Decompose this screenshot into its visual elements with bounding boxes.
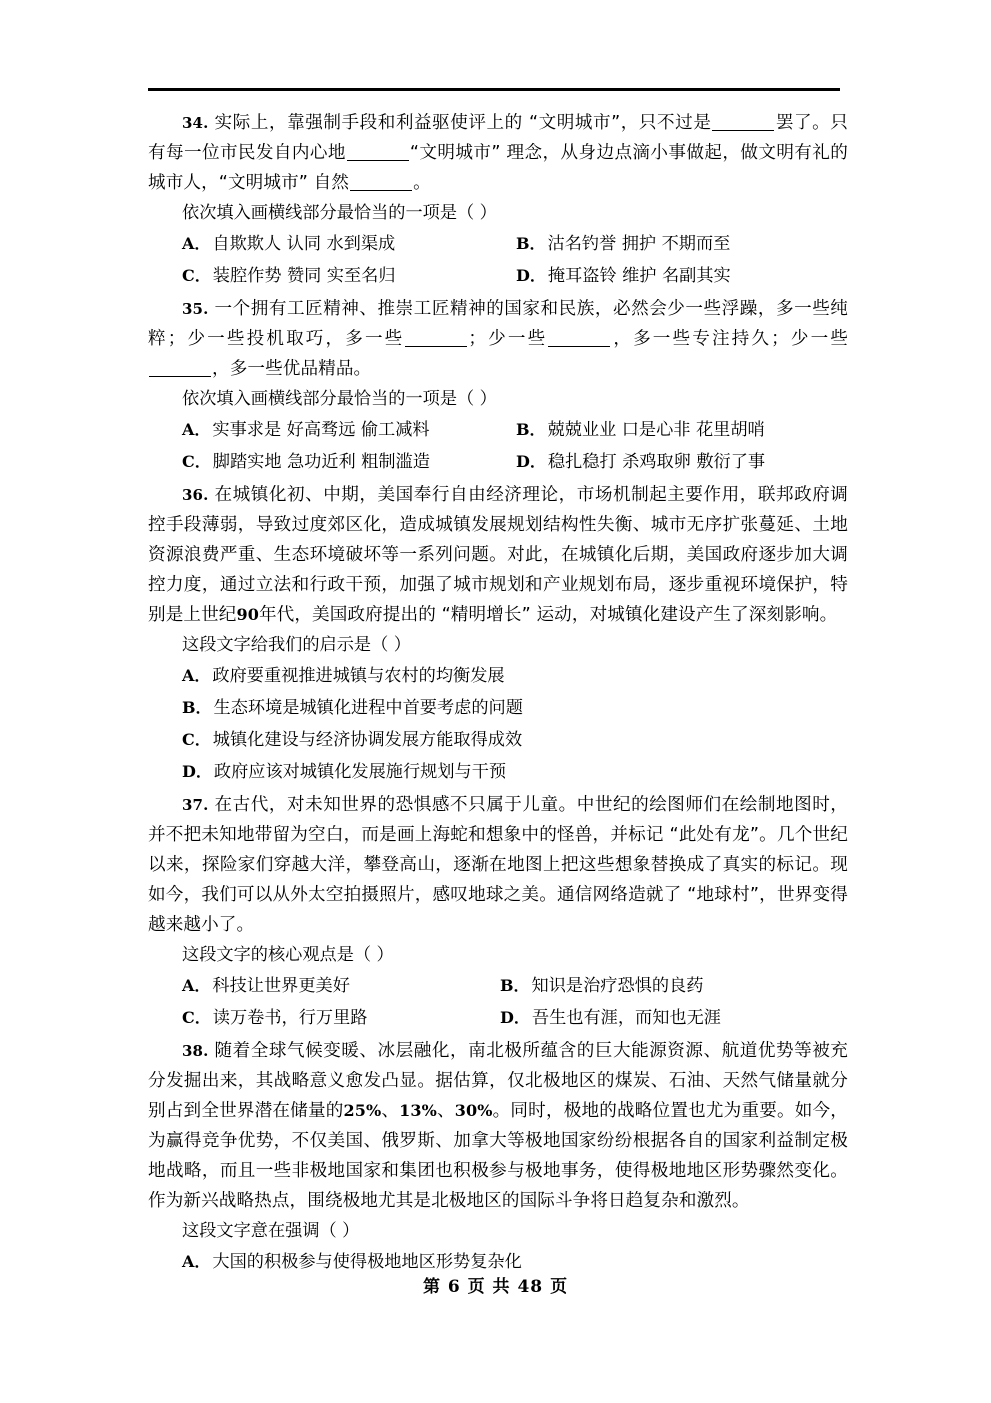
option-letter-B: B． <box>500 976 530 995</box>
option-letter-D: D． <box>516 452 546 471</box>
question-36-option-D[interactable] <box>148 756 848 788</box>
question-38-text-a: 随着全球气候变暖、冰层融化，南北极所蕴含的巨大能源资源、航道优势等被充分发掘出来，其战略意义愈发凸显。据估算，仅北极地区的煤炭、石油、天然气储量就分别占到全世界潜在储量的 <box>148 1041 848 1121</box>
question-35-option-row-2 <box>148 446 848 478</box>
question-34-blank-3 <box>350 190 412 191</box>
option-letter-A: A． <box>182 666 211 685</box>
question-36-prompt: 这段文字给我们的启示是（ ） <box>182 635 411 655</box>
option-text-C: 装腔作势 赞同 实至名归 <box>212 266 396 286</box>
question-34-option-row-2 <box>148 260 848 292</box>
footer-total-pages: 48 <box>517 1277 544 1297</box>
question-34-option-B[interactable] <box>516 228 730 260</box>
option-text-C: 城镇化建设与经济协调发展方能取得成效 <box>212 730 523 750</box>
question-37 <box>148 790 848 1034</box>
option-text-D: 稳扎稳打 杀鸡取卵 敷衍了事 <box>547 452 766 472</box>
question-34-blank-1 <box>712 130 774 131</box>
option-letter-D: D． <box>182 762 212 781</box>
question-36-options <box>148 660 848 788</box>
question-34-text-4: 。 <box>413 173 431 193</box>
option-letter-C: C． <box>182 1008 211 1027</box>
question-37-option-row-2 <box>148 1002 848 1034</box>
question-37-body <box>148 790 848 940</box>
option-text-A: 大国的积极参与使得极地地区形势复杂化 <box>212 1252 522 1272</box>
question-36-text-b: 年代，美国政府提出的 “精明增长” 运动，对城镇化建设产生了深刻影响。 <box>258 605 838 625</box>
question-38-sep-1: 、 <box>381 1101 400 1121</box>
question-36-text-a: 在城镇化初、中期，美国奉行自由经济理论，市场机制起主要作用，联邦政府调控手段薄弱，导致过度郊区化，造成城镇发展规划结构性失衡、城市无序扩张蔓延、土地资源浪费严重、生态环境破坏等一系列问题。对此，在城镇化后期，美国政府逐步加大调控力度，通过立法和行政干预，加强了城市规划和产业规划布局，逐步重视环境保护，特别是上世纪 <box>148 485 848 625</box>
question-37-option-A[interactable] <box>182 970 500 1002</box>
question-34-blank-2 <box>347 160 409 161</box>
option-text-B: 知识是治疗恐惧的良药 <box>531 976 704 996</box>
question-34-option-A[interactable] <box>182 228 516 260</box>
question-35-blank-3 <box>149 376 211 377</box>
footer-suffix: 页 <box>550 1277 569 1297</box>
option-text-C: 脚踏实地 急功近利 粗制滥造 <box>212 452 430 472</box>
question-35 <box>148 294 848 478</box>
question-35-options <box>148 414 848 478</box>
question-38-text-b: 。同时，极地的战略位置也尤为重要。如今，为赢得竞争优势，不仅美国、俄罗斯、加拿大等极地国家纷纷根据各自的国家利益制定极地战略，而且一些非极地国家和集团也积极参与极地事务，使得极地地区形势骤然变化。作为新兴战略热点，围绕极地尤其是北极地区的国际斗争将日趋复杂和激烈。 <box>148 1101 848 1211</box>
question-35-blank-1 <box>405 346 467 347</box>
question-35-option-B[interactable] <box>516 414 765 446</box>
question-34-prompt: 依次填入画横线部分最恰当的一项是（ ） <box>182 203 497 223</box>
question-34-body <box>148 108 848 198</box>
footer-prefix: 第 <box>422 1277 441 1297</box>
question-35-option-A[interactable] <box>182 414 516 446</box>
question-34-text-3: “文明城市” 理念，从身边点滴小事做起，做文明有礼的城市人，“文明城市” 自然 <box>148 143 848 193</box>
option-letter-A: A． <box>182 1252 211 1271</box>
option-text-A: 实事求是 好高骛远 偷工减料 <box>212 420 430 440</box>
question-34-option-row-1 <box>148 228 848 260</box>
question-35-option-D[interactable] <box>516 446 765 478</box>
option-letter-B: B． <box>516 234 546 253</box>
question-38-body <box>148 1036 848 1216</box>
question-37-prompt: 这段文字的核心观点是（ ） <box>182 945 394 965</box>
page-footer <box>0 1272 991 1297</box>
question-36-option-C[interactable] <box>148 724 848 756</box>
question-35-body <box>148 294 848 384</box>
question-38-pct-oil: 13% <box>399 1101 437 1120</box>
option-letter-A: A． <box>182 234 211 253</box>
option-text-B: 兢兢业业 口是心非 花里胡哨 <box>547 420 765 440</box>
question-36-option-A[interactable] <box>148 660 848 692</box>
footer-middle: 页 共 <box>467 1277 511 1297</box>
option-text-A: 科技让世界更美好 <box>212 976 350 996</box>
option-letter-D: D． <box>516 266 546 285</box>
question-36 <box>148 480 848 788</box>
footer-page-number: 6 <box>447 1277 461 1297</box>
question-35-text-3: ，多一些专注持久；少一些 <box>611 329 848 349</box>
question-34-option-C[interactable] <box>182 260 516 292</box>
option-letter-A: A． <box>182 420 211 439</box>
question-36-number: 36. <box>182 486 209 504</box>
option-text-D: 政府应该对城镇化发展施行规划与干预 <box>213 762 507 782</box>
option-text-B: 沽名钓誉 拥护 不期而至 <box>547 234 731 254</box>
question-37-option-C[interactable] <box>182 1002 500 1034</box>
question-37-text: 在古代，对未知世界的恐惧感不只属于儿童。中世纪的绘图师们在绘制地图时，并不把未知地带留为空白，而是画上海蛇和想象中的怪兽，并标记 “此处有龙”。几个世纪以来，探险家们穿越大洋，攀登高山，逐渐在地图上把这些想象替换成了真实的标记。现如今，我们可以从外太空拍摄照片，感叹地球之美。通信网络造就了 “地球村”，世界变得越来越小了。 <box>148 795 848 935</box>
question-37-option-B[interactable] <box>500 970 703 1002</box>
option-text-B: 生态环境是城镇化进程中首要考虑的问题 <box>213 698 523 718</box>
question-38-pct-coal: 25% <box>343 1101 382 1120</box>
option-letter-C: C． <box>182 266 211 285</box>
question-38-prompt: 这段文字意在强调（ ） <box>182 1221 360 1241</box>
question-34-options <box>148 228 848 292</box>
question-36-body <box>148 480 848 630</box>
question-35-option-row-1 <box>148 414 848 446</box>
question-38-sep-2: 、 <box>436 1101 455 1121</box>
option-letter-C: C． <box>182 452 211 471</box>
page-content <box>148 108 848 1280</box>
question-36-year: 90 <box>236 605 259 624</box>
option-letter-C: C． <box>182 730 211 749</box>
option-letter-B: B． <box>182 698 212 717</box>
question-35-text-1: 一个拥有工匠精神、推崇工匠精神的国家和民族，必然会少一些浮躁，多一些纯粹；少一些投机取巧，多一些 <box>148 299 848 349</box>
question-38 <box>148 1036 848 1278</box>
question-34-number: 34. <box>182 114 209 132</box>
question-36-option-B[interactable] <box>148 692 848 724</box>
question-35-blank-2 <box>548 346 610 347</box>
question-35-number: 35. <box>182 300 209 318</box>
question-35-prompt: 依次填入画横线部分最恰当的一项是（ ） <box>182 389 497 409</box>
header-divider-rule <box>148 88 840 91</box>
option-letter-A: A． <box>182 976 211 995</box>
option-text-A: 政府要重视推进城镇与农村的均衡发展 <box>212 666 505 686</box>
option-text-D: 吾生也有涯，而知也无涯 <box>531 1008 721 1028</box>
question-38-number: 38. <box>182 1042 209 1060</box>
option-letter-B: B． <box>516 420 546 439</box>
question-34-text-2: 罢了。只有每一位市民发自内心地 <box>148 113 848 163</box>
option-text-A: 自欺欺人 认同 水到渠成 <box>212 234 396 254</box>
option-text-D: 掩耳盗铃 维护 名副其实 <box>547 266 731 286</box>
option-letter-D: D． <box>500 1008 530 1027</box>
question-37-number: 37. <box>182 796 209 814</box>
question-38-pct-gas: 30% <box>454 1101 493 1120</box>
option-text-C: 读万卷书，行万里路 <box>212 1008 368 1028</box>
question-35-text-4: ，多一些优品精品。 <box>212 359 372 379</box>
question-37-option-row-1 <box>148 970 848 1002</box>
question-35-option-C[interactable] <box>182 446 516 478</box>
question-34-text-1: 实际上，靠强制手段和利益驱使评上的 “文明城市”，只不过是 <box>214 113 712 133</box>
question-34-option-D[interactable] <box>516 260 731 292</box>
question-37-option-D[interactable] <box>500 1002 721 1034</box>
question-35-text-2: ；少一些 <box>468 329 548 349</box>
question-34 <box>148 108 848 292</box>
question-37-options <box>148 970 848 1034</box>
